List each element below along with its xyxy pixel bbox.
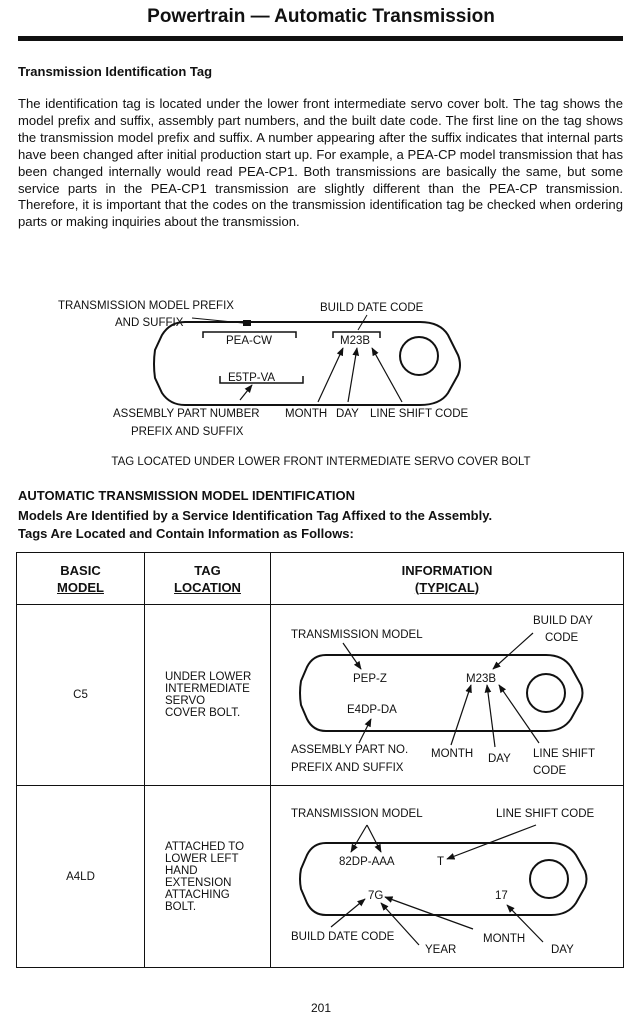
intro-text: The identification tag is located under the lower front intermediate servo cover bolt. The tag shows the model prefix and suffix, assembly part numbers, and the built date code. The first line on the tag shows the transmission model prefix and suffix. A number appearing after the suffix indicates that internal parts have been changed after initial production start up. For example, a PEA-CP model transmission that has been changed internally would read PEA-CP1. Both transmissions are basically the same, but some service parts in the PEA-CP1 transmission are slightly different than the PEA-CP transmission. Therefore, it is important that the codes on the transmission identification tag be checked when ordering parts or making inquiries about the transmission. (18, 96, 623, 230)
c5-build-day-2: CODE (545, 632, 579, 644)
model-id-heading: AUTOMATIC TRANSMISSION MODEL IDENTIFICATION (18, 488, 356, 503)
tag-model-code: PEA-CW (226, 335, 272, 347)
row-location: UNDER LOWER INTERMEDIATE SERVO COVER BOLT. (145, 605, 271, 786)
model-id-subheading-2: Tags Are Located and Contain Information as Follows: (18, 526, 354, 541)
c5-tag-date: M23B (466, 673, 497, 685)
row-model: C5 (17, 605, 145, 786)
header-tag-location: TAG LOCATION (145, 553, 271, 605)
tag-bolt-hole (400, 337, 438, 375)
c5-assembly-2: PREFIX AND SUFFIX (291, 762, 404, 774)
c5-line-shift-2: CODE (533, 765, 567, 777)
title-rule (18, 36, 623, 41)
c5-line-shift-1: LINE SHIFT (533, 748, 595, 760)
table-row (17, 605, 624, 786)
c5-assembly-1: ASSEMBLY PART NO. (291, 744, 409, 756)
row-location: ATTACHED TO LOWER LEFT HAND EXTENSION ATTACHING BOLT. (145, 786, 271, 968)
a4ld-month: MONTH (483, 932, 526, 945)
c5-tag-model: PEP-Z (353, 673, 387, 685)
row-model: A4LD (17, 786, 145, 968)
row-diagram-cell (271, 605, 624, 786)
table-row (17, 786, 624, 968)
label-line-shift: LINE SHIFT CODE (370, 408, 469, 420)
a4ld-tag-diagram (271, 787, 623, 967)
label-model-prefix-line2: AND SUFFIX (115, 317, 184, 329)
c5-tag-part: E4DP-DA (347, 704, 397, 716)
page-number: 201 (310, 1001, 332, 1015)
a4ld-tag-t: T (437, 855, 445, 868)
a4ld-tag-7g: 7G (368, 889, 384, 902)
a4ld-tag-model: 82DP-AAA (339, 855, 395, 868)
c5-trans-model: TRANSMISSION MODEL (291, 629, 423, 641)
header-basic-model: BASIC MODEL (17, 553, 145, 605)
a4ld-build-date: BUILD DATE CODE (291, 930, 395, 943)
c5-tag-outline (300, 655, 583, 731)
model-id-subheading-1: Models Are Identified by a Service Identification Tag Affixed to the Assembly. (18, 508, 493, 523)
row-diagram-cell (271, 786, 624, 968)
tag-outline (154, 322, 460, 405)
c5-tag-diagram (271, 605, 623, 785)
a4ld-year: YEAR (425, 943, 457, 956)
c5-build-day-1: BUILD DAY (533, 615, 593, 627)
tag-date-code: M23B (340, 335, 371, 347)
label-model-prefix-line1: TRANSMISSION MODEL PREFIX (58, 300, 234, 312)
section-heading: Transmission Identification Tag (18, 64, 213, 79)
label-assembly-line1: ASSEMBLY PART NUMBER (113, 408, 260, 420)
tag-part-code: E5TP-VA (228, 372, 276, 384)
tag-diagram (0, 290, 642, 450)
c5-month: MONTH (431, 748, 474, 760)
a4ld-line-shift: LINE SHIFT CODE (496, 807, 595, 820)
a4ld-trans-model: TRANSMISSION MODEL (291, 807, 423, 820)
label-day: DAY (336, 408, 359, 420)
model-table (16, 552, 624, 968)
a4ld-tag-17: 17 (495, 889, 508, 902)
page-title: Powertrain — Automatic Transmission (147, 6, 495, 27)
label-month: MONTH (285, 408, 328, 420)
header-information: INFORMATION (TYPICAL) (271, 553, 624, 605)
label-assembly-line2: PREFIX AND SUFFIX (131, 426, 244, 438)
c5-day: DAY (488, 753, 511, 765)
label-build-date: BUILD DATE CODE (320, 302, 424, 314)
a4ld-tag-outline (300, 843, 587, 915)
a4ld-day: DAY (551, 943, 574, 956)
table-header-row (17, 553, 624, 605)
intro-paragraph (18, 96, 623, 231)
figure-caption: TAG LOCATED UNDER LOWER FRONT INTERMEDIATE SERVO COVER BOLT (111, 456, 531, 468)
c5-bolt-hole (527, 674, 565, 712)
a4ld-bolt-hole (530, 860, 568, 898)
